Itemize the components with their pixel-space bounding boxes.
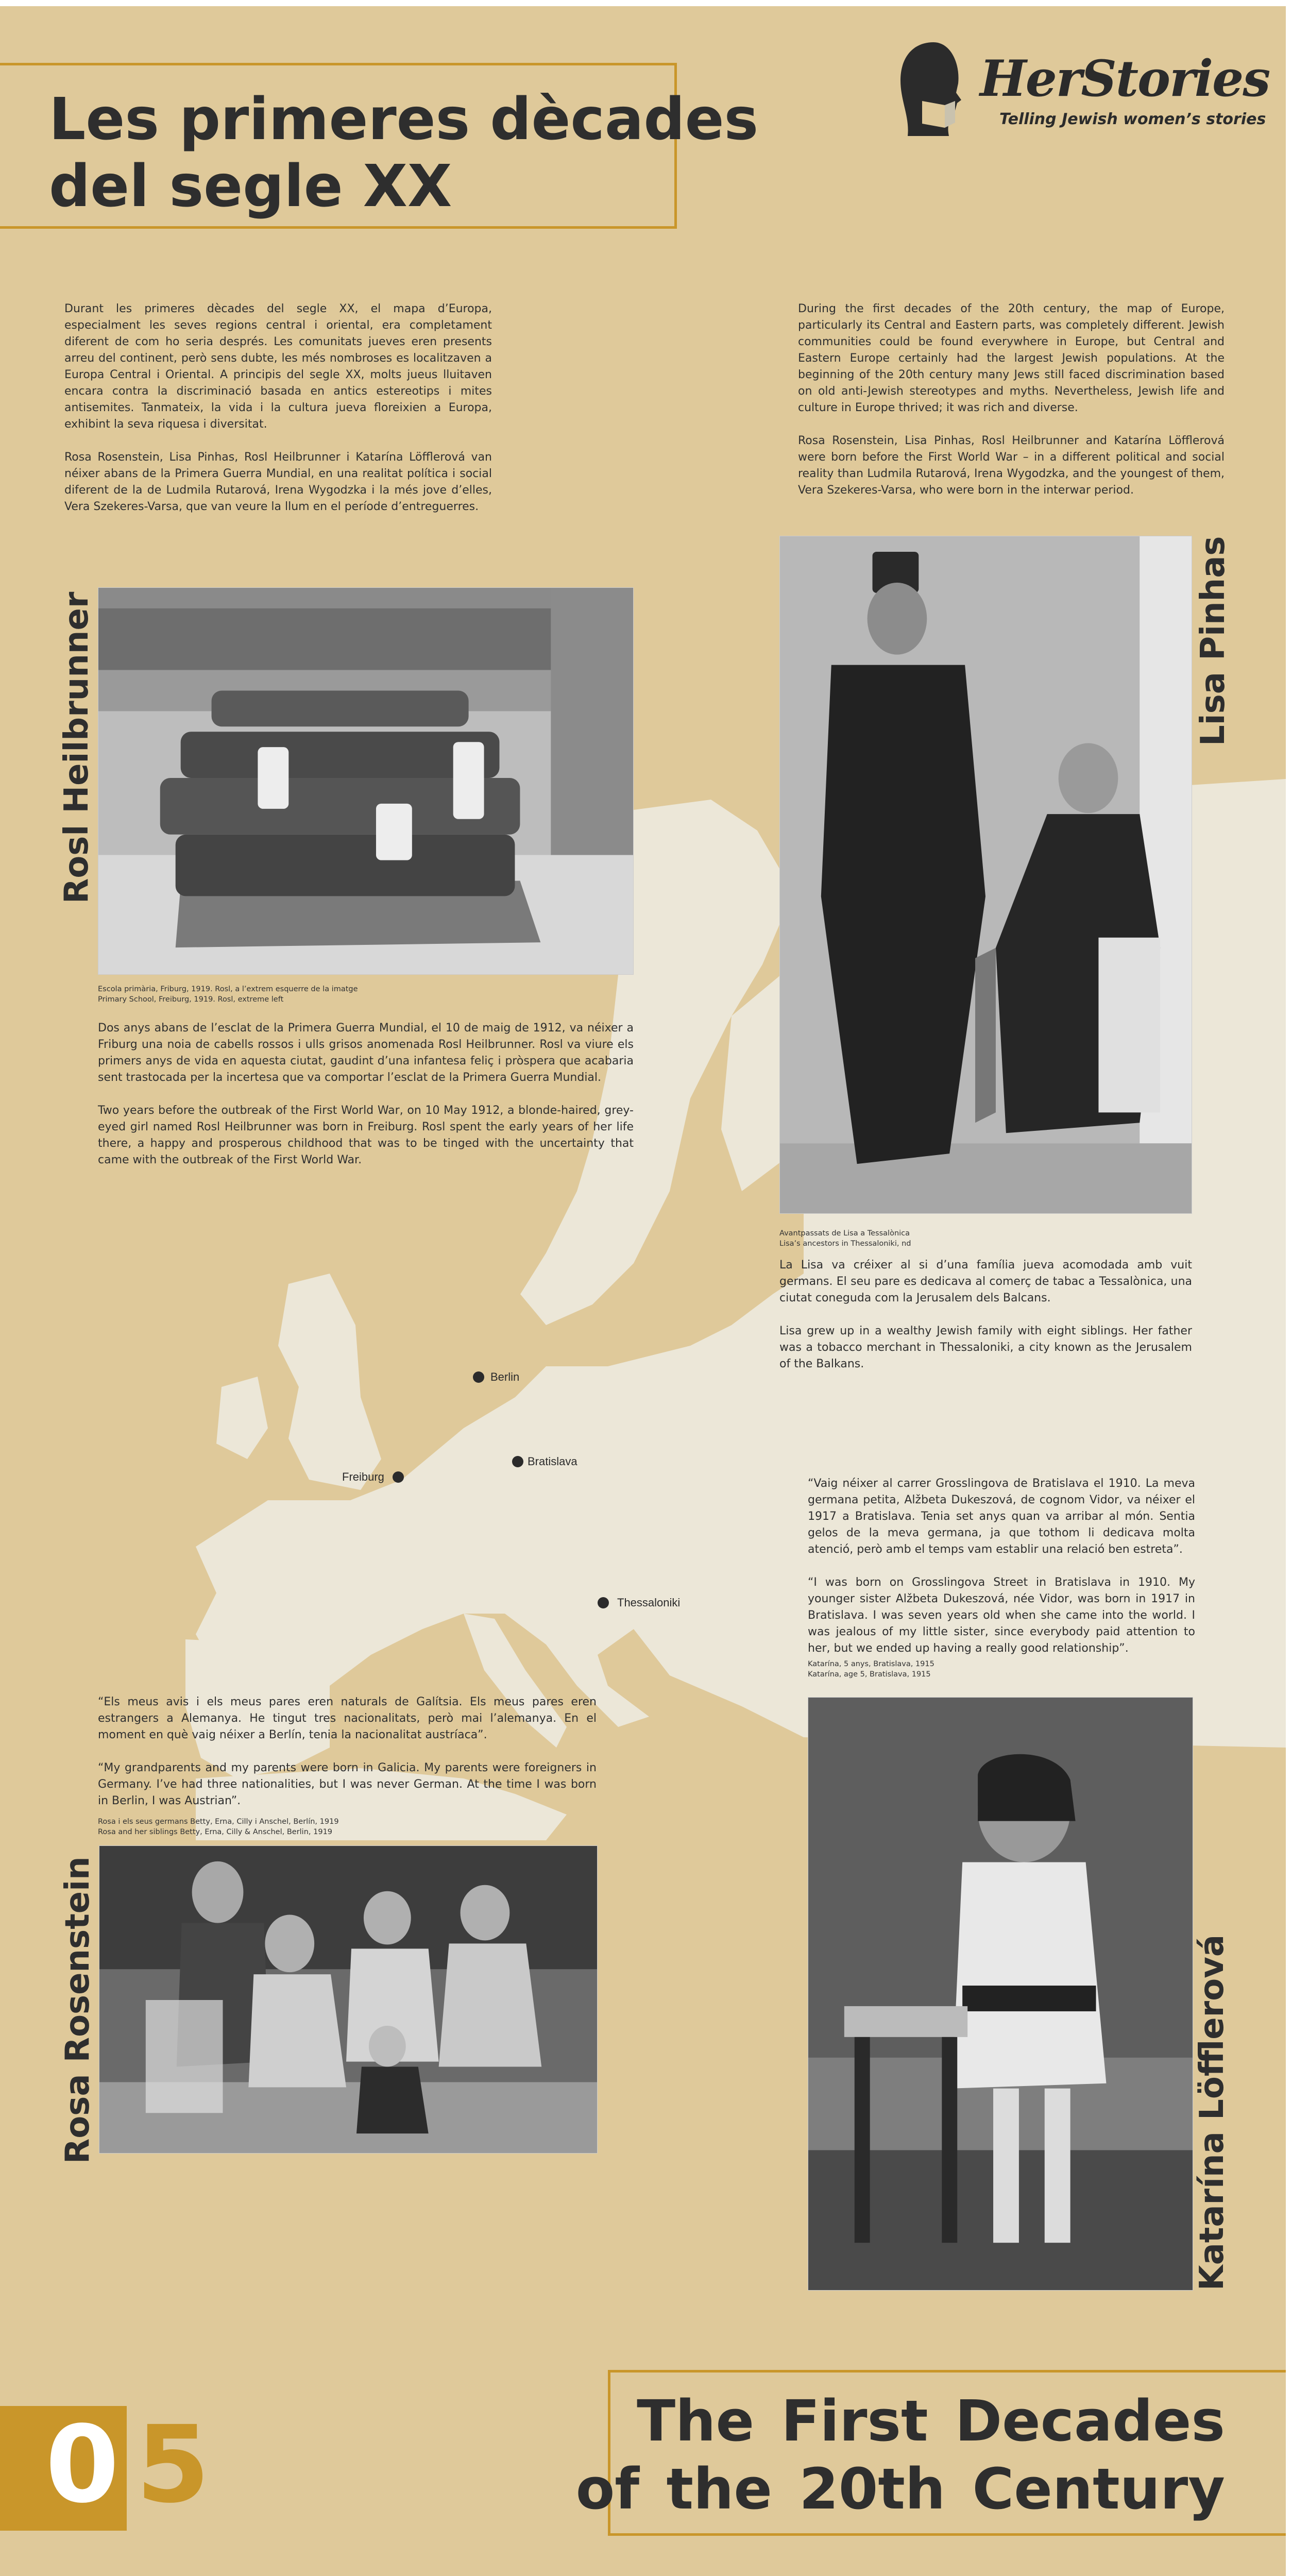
map-pin [598, 1597, 609, 1608]
bottom-title-box [575, 2370, 1286, 2536]
rosl-text-ca: Dos anys abans de l’esclat de la Primera Guerra Mundial, el 10 de maig de 1912, va néixer a Friburg una noia de cabells rossos i ulls grisos anomenada Rosl Heilbrunner. Rosl va viure els primers anys de vida en aquesta ciutat, gaudint d’una infantesa feliç i pròspera que acabaria sent trastocada per la incertesa que va comportar l’esclat de la Primera Guerra Mundial. [98, 1022, 634, 1084]
bottom-title-line-2: of the 20th Century [575, 2456, 1225, 2522]
map-ireland [216, 1377, 268, 1459]
caption-line: Avantpassats de Lisa a Tessalònica [779, 1229, 910, 1238]
lisa-text [779, 1257, 1192, 1372]
city-berlin [473, 1370, 519, 1384]
panel-number-zero: 0 [45, 2403, 120, 2527]
logo-name: HerStories [980, 49, 1270, 108]
rosa-quote [98, 1694, 597, 1809]
caption-rosl [98, 984, 358, 1005]
page-title [49, 86, 758, 220]
woman-profile-book-icon [897, 39, 964, 137]
title-box [0, 63, 759, 229]
intro-catalan [64, 301, 492, 515]
city-label: Freiburg [342, 1470, 384, 1483]
city-freiburg [342, 1470, 404, 1484]
title-line-2: del segle XX [49, 153, 452, 220]
katarina-quote [808, 1476, 1195, 1657]
caption-line: Escola primària, Friburg, 1919. Rosl, a l’extrem esquerre de la imatge [98, 985, 358, 993]
name-katarina-lofflerova: Katarína Löfflerová [1193, 1934, 1231, 2291]
caption-line: Katarína, 5 anys, Bratislava, 1915 [808, 1660, 934, 1668]
bottom-title-line-1: The First Decades [637, 2388, 1225, 2454]
rosl-text [98, 1020, 634, 1168]
katarina-quote-ca: “Vaig néixer al carrer Grosslingova de Bratislava el 1910. La meva germana petita, Alžbeta Dukeszová, de cognom Vidor, va néixer el 1917 a Bratislava. Tenia set anys quan va arribar al món. Sentia gelos de la meva germana, ja que tothom li dedicava molta atenció, però amb el temps vam establir una relació ben estreta”. [808, 1477, 1195, 1556]
intro-ca-paragraph: Rosa Rosenstein, Lisa Pinhas, Rosl Heilbrunner i Katarína Löfflerová van néixer abans de la Primera Guerra Mundial, en una realitat política i social diferent de la de Ludmila Rutarová, Irena Wygodzka i la més jove d’elles, Vera Szekeres-Varsa, que van veure la llum en el període d’entreguerres. [64, 451, 492, 513]
city-label: Bratislava [528, 1455, 577, 1468]
city-thessaloniki [598, 1596, 680, 1609]
intro-en-paragraph: During the first decades of the 20th century, the map of Europe, particularly its Central and Eastern parts, was completely different. Jewish communities could be found everywhere in Europe, but Central and Eastern Europe certainly had the largest Jewish populations. At the beginning of the 20th century many Jews still faced discrimination based on old anti-Jewish stereotypes and myths. Nevertheless, Jewish life and culture in Europe thrived; it was rich and diverse. [798, 302, 1225, 414]
intro-en-paragraph: Rosa Rosenstein, Lisa Pinhas, Rosl Heilbrunner and Katarína Löfflerová were born before the First World War – in a different political and social reality than Ludmila Rutarová, Irena Wygodzka, and the youngest of them, Vera Szekeres-Varsa, who were born in the interwar period. [798, 434, 1225, 497]
caption-line: Rosa and her siblings Betty, Erna, Cilly & Anschel, Berlin, 1919 [98, 1828, 333, 1836]
caption-katarina [808, 1659, 934, 1680]
photo-katarina-child [808, 1697, 1193, 2291]
caption-line: Primary School, Freiburg, 1919. Rosl, extreme left [98, 995, 284, 1004]
bottom-title [576, 2387, 1225, 2523]
caption-line: Lisa’s ancestors in Thessaloniki, nd [779, 1240, 911, 1248]
caption-line: Katarína, age 5, Bratislava, 1915 [808, 1670, 931, 1679]
name-lisa-pinhas: Lisa Pinhas [1194, 536, 1232, 746]
map-britain [278, 1274, 381, 1490]
caption-rosa [98, 1817, 339, 1837]
map-pin [473, 1371, 484, 1383]
city-bratislava [512, 1455, 577, 1468]
caption-lisa [779, 1228, 911, 1249]
rosa-quote-ca: “Els meus avis i els meus pares eren naturals de Galítsia. Els meus pares eren estrangers a Alemanya. He tingut tres nacionalitats, però mai l’alemanya. En el moment en què vaig néixer a Berlín, tenia la nacionalitat austríaca”. [98, 1696, 597, 1741]
rosa-quote-en: “My grandparents and my parents were born in Galicia. My parents were foreigners in Germany. I’ve had three nationalities, but I was never German. At the time I was born in Berlin, I was Austrian”. [98, 1761, 597, 1807]
intro-ca-paragraph: Durant les primeres dècades del segle XX, el mapa d’Europa, especialment les seves regions central i oriental, era completament diferent de com ho seria després. Les comunitats jueves eren presents arreu del continent, però sens dubte, les més nombroses es localitzaven a Europa Central i Oriental. A principis del segle XX, molts jueus lluitaven encara contra la discriminació basada en antics estereotips i mites antisemites. Tanmateix, la vida i la cultura jueva floreixien a Europa, exhibint la seva riquesa i diversitat. [64, 302, 492, 431]
caption-line: Rosa i els seus germans Betty, Erna, Cilly i Anschel, Berlín, 1919 [98, 1818, 339, 1826]
rosl-text-en: Two years before the outbreak of the First World War, on 10 May 1912, a blonde-haired, grey-eyed girl named Rosl Heilbrunner was born in Freiburg. Rosl spent the early years of her life there, a happy and prosperous childhood that was to be tinged with the uncertainty that came with the outbreak of the First World War. [98, 1104, 634, 1166]
name-rosa-rosenstein: Rosa Rosenstein [59, 1856, 97, 2164]
poster [0, 6, 1286, 2576]
city-label: Thessaloniki [617, 1596, 681, 1609]
photo-lisa-ancestors [779, 536, 1192, 1214]
map-pin [393, 1471, 404, 1483]
logo-tagline: Telling Jewish women’s stories [999, 110, 1266, 128]
title-line-1: Les primeres dècades [49, 86, 759, 153]
panel-number-five: 5 [136, 2403, 210, 2527]
map-pin [512, 1456, 523, 1467]
photo-rosa-siblings [99, 1845, 598, 2154]
intro-english [798, 301, 1225, 499]
katarina-quote-en: “I was born on Grosslingova Street in Bratislava in 1910. My younger sister Alžbeta Dukeszová, née Vidor, was born in 1917 in Bratislava. I was seven years old when she came into the world. I was jealous of my little sister, since everybody paid attention to her, but we ended up having a really good relationship”. [808, 1576, 1195, 1655]
herstories-logo [897, 39, 1270, 142]
city-label: Berlin [490, 1370, 520, 1383]
name-rosl-heilbrunner: Rosl Heilbrunner [58, 591, 96, 904]
lisa-text-en: Lisa grew up in a wealthy Jewish family with eight siblings. Her father was a tobacco merchant in Thessaloniki, a city known as the Jerusalem of the Balkans. [779, 1325, 1192, 1370]
lisa-text-ca: La Lisa va créixer al si d’una família jueva acomodada amb vuit germans. El seu pare es dedicava al comerç de tabac a Tessalònica, una ciutat coneguda com la Jerusalem dels Balcans. [779, 1259, 1192, 1304]
photo-school-class [98, 587, 634, 975]
